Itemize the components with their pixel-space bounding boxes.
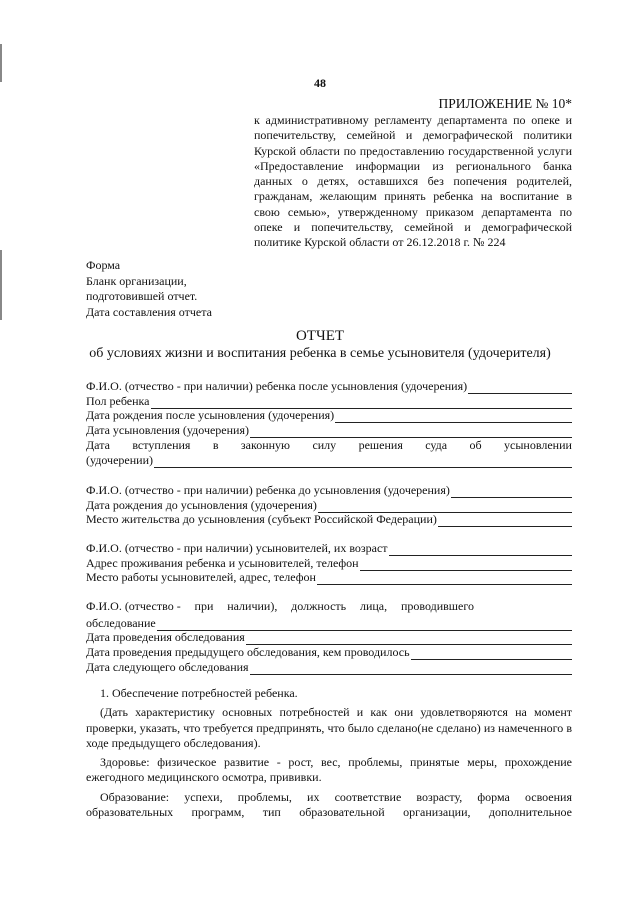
blank-line[interactable] bbox=[411, 648, 572, 660]
field-label-word: должность bbox=[291, 598, 347, 613]
field-label: Ф.И.О. (отчество - при наличии) усыновителей, их возраст bbox=[86, 540, 388, 555]
form-field-court-decision-date bbox=[86, 438, 572, 453]
blank-line[interactable] bbox=[250, 426, 572, 438]
blank-line[interactable] bbox=[389, 544, 572, 556]
blank-line[interactable] bbox=[151, 397, 573, 409]
blank-line[interactable] bbox=[438, 515, 572, 527]
blank-line[interactable] bbox=[154, 456, 572, 468]
blank-line[interactable] bbox=[318, 501, 572, 513]
blank-line[interactable] bbox=[246, 633, 572, 645]
field-label: Дата рождения до усыновления (удочерения) bbox=[86, 497, 317, 512]
field-label-word: суда bbox=[425, 437, 448, 452]
field-label: Пол ребенка bbox=[86, 393, 150, 408]
field-label: Ф.И.О. (отчество - при наличии) ребенка после усыновления (удочерения) bbox=[86, 378, 468, 393]
field-label: Место работы усыновителей, адрес, телефон bbox=[86, 570, 316, 585]
report-body bbox=[86, 686, 572, 820]
report-subtitle: об условиях жизни и воспитания ребенка в семье усыновителя (удочерителя) bbox=[89, 346, 551, 361]
blank-line[interactable] bbox=[335, 411, 572, 423]
needs-paragraph: (Дать характеристику основных потребностей и как они удовлетворяются на момент проверки, указать, что требуется предпринять, что было сделано(не сделано) из намеченного в ходе предыдущего обследования). bbox=[86, 705, 572, 750]
blank-line[interactable] bbox=[157, 619, 572, 631]
report-date-label: Дата составления отчета bbox=[86, 304, 212, 319]
field-label: Дата проведения обследования bbox=[86, 630, 245, 645]
field-label-word: при bbox=[194, 598, 214, 613]
child-after-adoption-group bbox=[86, 379, 572, 468]
field-label-word: наличии), bbox=[227, 598, 278, 613]
field-label-word: решения bbox=[358, 437, 403, 452]
form-field-adoption-date[interactable] bbox=[86, 423, 572, 438]
blank-line[interactable] bbox=[250, 663, 572, 675]
report-title: ОТЧЕТ bbox=[295, 328, 345, 344]
form-field-child-name-after[interactable] bbox=[86, 379, 572, 394]
field-label-word: силу bbox=[312, 437, 337, 452]
field-label: Дата проведения предыдущего обследования, кем проводилось bbox=[86, 645, 410, 660]
blank-line[interactable] bbox=[468, 382, 572, 394]
form-field-next-inspection[interactable] bbox=[86, 660, 572, 675]
field-label: Ф.И.О. (отчество - при наличии) ребенка до усыновления (удочерения) bbox=[86, 482, 450, 497]
blank-line[interactable] bbox=[451, 486, 572, 498]
field-label-word: усыновлении bbox=[504, 437, 572, 452]
field-label-word: в bbox=[212, 437, 219, 452]
field-label-word: законную bbox=[240, 437, 291, 452]
form-field-birth-after[interactable] bbox=[86, 409, 572, 424]
field-label: Дата усыновления (удочерения) bbox=[86, 423, 249, 438]
form-field-court-decision-cont[interactable] bbox=[86, 453, 572, 468]
field-label-word: Дата bbox=[86, 437, 110, 452]
organization-prepared-label: подготовившей отчет. bbox=[86, 289, 198, 304]
field-label-word: вступления bbox=[132, 437, 191, 452]
inspection-group bbox=[86, 599, 572, 675]
blank-line[interactable] bbox=[317, 573, 572, 585]
appendix-text: к административному регламенту департамента по опеке и попечительству, семейной и демографической политики Курской области по предоставлению государственной услуги «Предоставление информации из регионального банка данных о детях, оставшихся без попечения родителей, гражданам, желающим принять ребенка на воспитание в свою семью», утвержденному приказом департамента по опеке и попечительству, семейной и демографической политике Курской области от 26.12.2018 г. № 224 bbox=[254, 113, 572, 250]
form-field-work[interactable] bbox=[86, 571, 572, 586]
field-label: Место жительства до усыновления (субъект Российской Федерации) bbox=[86, 512, 437, 527]
form-field-inspector bbox=[86, 599, 474, 614]
field-label-word: Ф.И.О. (отчество - bbox=[86, 598, 181, 613]
field-label-word: проводившего bbox=[400, 598, 474, 613]
form-field-birth-before[interactable] bbox=[86, 498, 572, 513]
section-heading: 1. Обеспечение потребностей ребенка. bbox=[100, 686, 298, 700]
field-label: Дата рождения после усыновления (удочерения) bbox=[86, 408, 335, 423]
appendix-title: ПРИЛОЖЕНИЕ № 10* bbox=[438, 96, 572, 111]
form-field-inspection-date[interactable] bbox=[86, 631, 572, 646]
adopters-group bbox=[86, 541, 572, 585]
education-paragraph: Образование: успехи, проблемы, их соответствие возрасту, форма освоения образовательных программ, тип образовательной организации, дополнительное bbox=[86, 789, 572, 820]
field-label-word: лица, bbox=[359, 598, 388, 613]
scan-edge-mark bbox=[0, 250, 2, 320]
field-label: обследование bbox=[86, 615, 156, 630]
field-label-word: об bbox=[469, 437, 482, 452]
form-field-address[interactable] bbox=[86, 556, 572, 571]
field-label: Адрес проживания ребенка и усыновителей, телефон bbox=[86, 555, 359, 570]
child-before-adoption-group bbox=[86, 483, 572, 527]
field-label: (удочерении) bbox=[86, 452, 153, 467]
form-field-inspection[interactable] bbox=[86, 616, 572, 631]
form-field-residence-before[interactable] bbox=[86, 513, 572, 528]
form-field-adopters-name[interactable] bbox=[86, 541, 572, 556]
field-label: Дата следующего обследования bbox=[86, 659, 249, 674]
page-number: 48 bbox=[314, 76, 326, 90]
form-field-prev-inspection[interactable] bbox=[86, 645, 572, 660]
form-header bbox=[86, 258, 212, 320]
form-field-child-name-before[interactable] bbox=[86, 483, 572, 498]
form-field-sex[interactable] bbox=[86, 394, 572, 409]
organization-blank-label: Бланк организации, bbox=[86, 273, 187, 288]
form-label: Форма bbox=[86, 258, 121, 272]
health-paragraph: Здоровье: физическое развитие - рост, вес, проблемы, принятые меры, прохождение ежегодного медицинского осмотра, прививки. bbox=[86, 755, 572, 785]
blank-line[interactable] bbox=[360, 559, 572, 571]
